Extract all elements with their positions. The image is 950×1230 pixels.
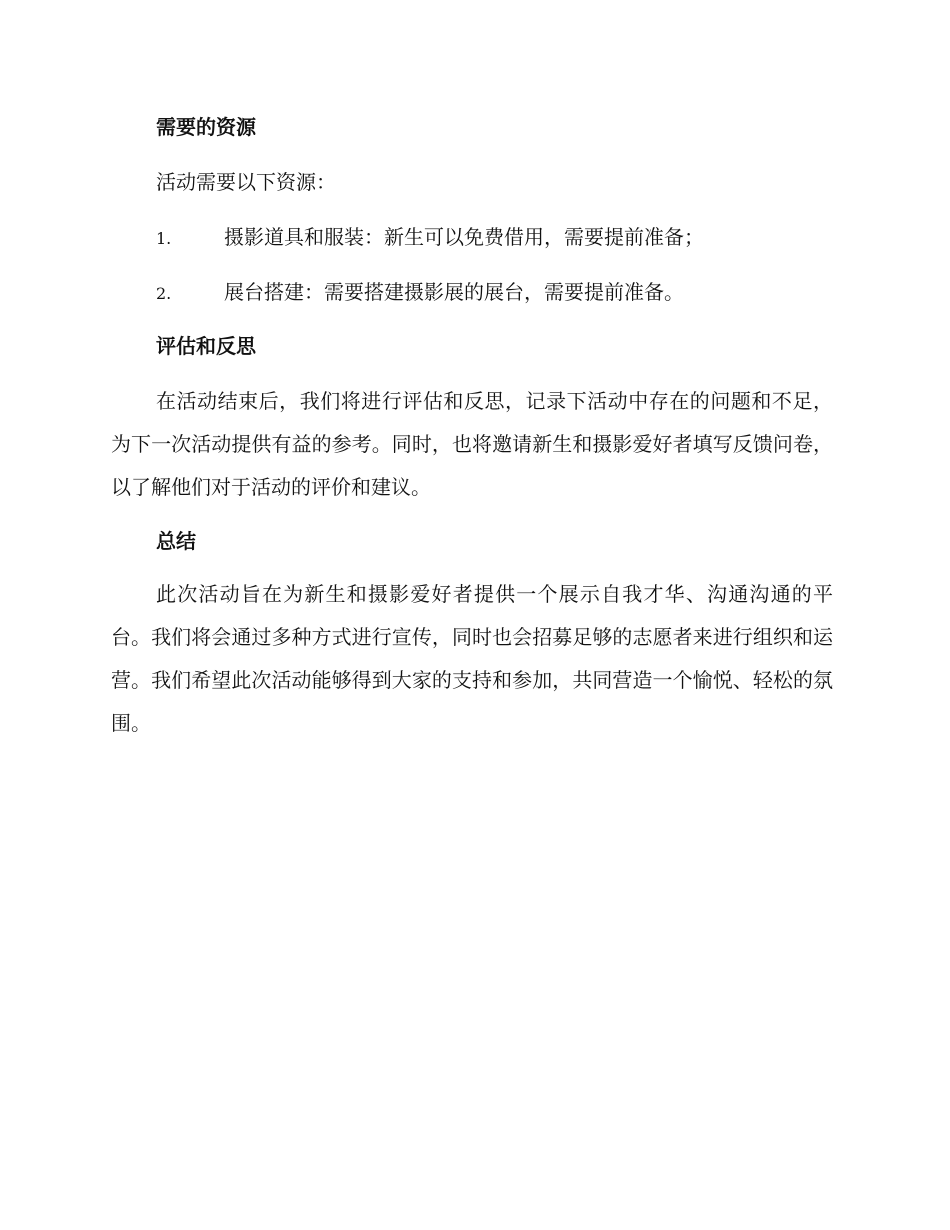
resources-intro: 活动需要以下资源：	[156, 170, 336, 194]
summary-heading: 总结	[156, 529, 196, 553]
list-number: 2.	[156, 284, 172, 303]
resources-heading: 需要的资源	[156, 115, 256, 139]
summary-paragraph: 此次活动旨在为新生和摄影爱好者提供一个展示自我才华、沟通沟通的平台。我们将会通过多种方式进行宣传，同时也会招募足够的志愿者来进行组织和运营。我们希望此次活动能够得到大家的支持和参加，共同营造一个愉悦、轻松的氛围。	[111, 582, 833, 735]
list-text: 展台搭建：需要搭建摄影展的展台，需要提前准备。	[224, 280, 684, 304]
evaluation-heading: 评估和反思	[156, 334, 256, 358]
list-number: 1.	[156, 229, 172, 248]
evaluation-paragraph: 在活动结束后，我们将进行评估和反思，记录下活动中存在的问题和不足，为下一次活动提供有益的参考。同时，也将邀请新生和摄影爱好者填写反馈问卷，以了解他们对于活动的评价和建议。	[111, 389, 833, 499]
list-text: 摄影道具和服装：新生可以免费借用，需要提前准备；	[224, 225, 704, 249]
